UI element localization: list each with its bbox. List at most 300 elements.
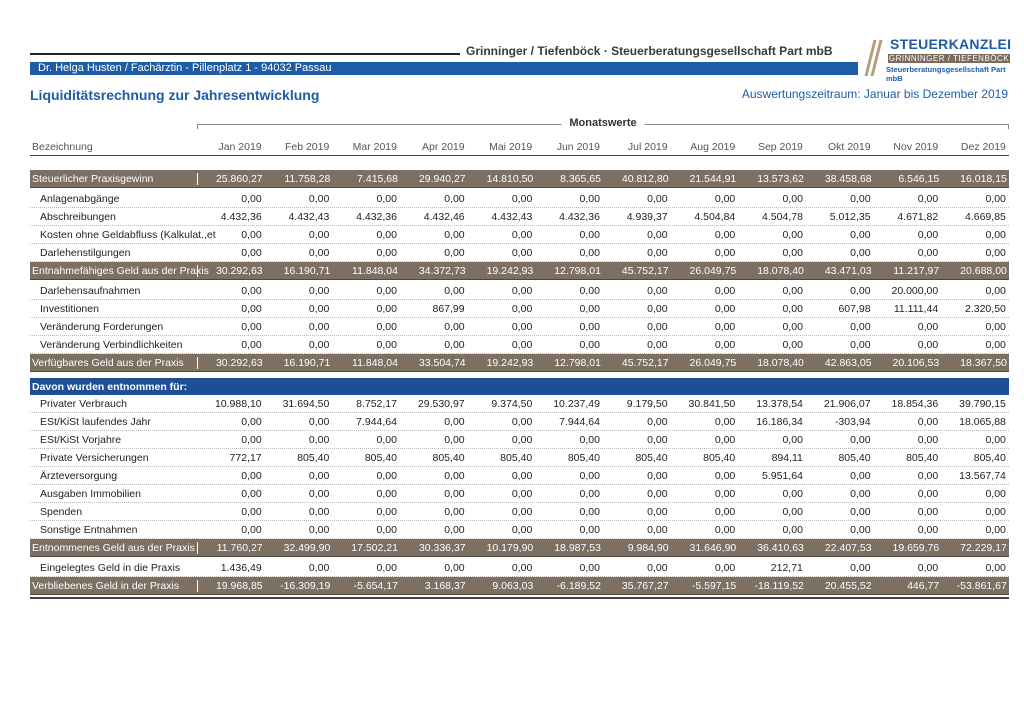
logo-title: STEUERKANZLEI [890,36,1012,52]
value-cell: 0,00 [714,228,736,241]
value-cell: 0,00 [647,338,668,351]
value-cell: 0,00 [917,505,939,518]
value-cell: 0,00 [376,320,397,333]
value-cell: 0,00 [985,487,1006,500]
value-cell: 0,00 [308,487,330,500]
value-cell: 0,00 [850,246,871,259]
value-cell: 0,00 [241,505,262,518]
value-cell: 0,00 [376,523,397,536]
value-cell: 18.078,40 [757,264,804,277]
value-cell: 0,00 [782,433,803,446]
table-row [30,467,1009,485]
value-cell: 0,00 [782,228,803,241]
value-cell: 21.544,91 [689,172,737,185]
value-cell: 0,00 [444,487,465,500]
value-cell: 0,00 [241,415,262,428]
value-cell: 0,00 [714,523,736,536]
value-cell: 0,00 [444,246,465,259]
total-row [30,170,1009,188]
value-cell: 0,00 [647,192,668,205]
liquidity-table [30,138,1009,599]
column-header-month: Dez 2019 [960,140,1006,153]
header-rule [30,53,460,55]
value-cell: 0,00 [241,487,262,500]
value-cell: 0,00 [376,228,397,241]
value-cell: 0,00 [376,561,397,574]
logo-slashes-icon [866,40,882,76]
value-cell: 0,00 [782,487,803,500]
value-cell: 0,00 [511,505,533,518]
value-cell: 0,00 [241,433,262,446]
value-cell: 0,00 [308,561,330,574]
value-cell: 0,00 [241,246,262,259]
value-cell: 45.752,17 [621,264,669,277]
table-row [30,485,1009,503]
column-header-month: Apr 2019 [422,140,465,153]
value-cell: 0,00 [647,246,668,259]
value-cell: 0,00 [579,469,600,482]
value-cell: 0,00 [444,433,465,446]
value-cell: 34.372,73 [418,264,466,277]
value-cell: 0,00 [850,320,871,333]
value-cell: 13.378,54 [756,397,803,410]
value-cell: -53.861,67 [956,579,1007,592]
value-cell: 9.984,90 [627,541,669,554]
value-cell: 4.432,43 [491,210,533,223]
value-cell: 4.432,36 [220,210,262,223]
value-cell: 11.848,04 [352,264,398,277]
value-cell: 4.432,36 [356,210,397,223]
value-cell: 4.432,43 [288,210,330,223]
value-cell: 0,00 [511,433,533,446]
table-row [30,300,1009,318]
value-cell: 0,00 [511,228,533,241]
column-header-month: Jul 2019 [627,140,668,153]
value-cell: 0,00 [782,284,803,297]
value-cell: 805,40 [500,451,533,464]
value-cell: 0,00 [917,561,939,574]
row-label: Entnommenes Geld aus der Praxis [32,541,195,554]
total-row [30,577,1009,595]
value-cell: 0,00 [917,415,939,428]
row-label: Ärzteversorgung [40,469,118,482]
value-cell: 38.458,68 [824,172,872,185]
value-cell: -303,94 [834,415,871,428]
value-cell: -5.597,15 [691,579,737,592]
value-cell: 72.229,17 [960,541,1007,554]
value-cell: 0,00 [376,338,397,351]
value-cell: 11.217,97 [893,264,940,277]
row-label: Veränderung Forderungen [40,320,164,333]
column-header-month: Feb 2019 [284,140,330,153]
value-cell: 0,00 [376,246,397,259]
value-cell: 11.758,28 [284,172,331,185]
value-cell: 0,00 [376,433,397,446]
value-cell: 0,00 [579,561,600,574]
value-cell: 805,40 [567,451,600,464]
value-cell: 0,00 [241,284,262,297]
value-cell: 32.499,90 [283,541,331,554]
value-cell: 0,00 [850,284,871,297]
table-row [30,413,1009,431]
value-cell: 8.752,17 [356,397,397,410]
value-cell: 16.018,15 [960,172,1007,185]
value-cell: 0,00 [985,284,1006,297]
table-header-row [30,138,1009,156]
value-cell: 0,00 [647,433,668,446]
value-cell: 0,00 [850,505,871,518]
value-cell: 29.530,97 [417,397,465,410]
value-cell: 0,00 [308,302,330,315]
value-cell: 0,00 [511,469,533,482]
value-cell: 0,00 [308,523,330,536]
value-cell: 805,40 [838,451,871,464]
value-cell: 21.906,07 [823,397,871,410]
value-cell: 0,00 [985,505,1006,518]
table-row [30,449,1009,467]
value-cell: 446,77 [907,579,940,592]
section-header-row [30,378,1009,395]
value-cell: 0,00 [579,523,600,536]
value-cell: 30.292,63 [215,264,263,277]
row-label: Darlehenstilgungen [40,246,131,259]
value-cell: 30.336,37 [418,541,466,554]
value-cell: 0,00 [647,469,668,482]
table-spacer [30,156,1009,170]
value-cell: 0,00 [241,338,262,351]
value-cell: 25.860,27 [215,172,263,185]
table-row [30,282,1009,300]
value-cell: 19.242,93 [486,264,534,277]
row-label: Darlehensaufnahmen [40,284,141,297]
value-cell: 0,00 [714,302,736,315]
column-header-month: Jan 2019 [218,140,262,153]
value-cell: 0,00 [579,487,600,500]
value-cell: 0,00 [579,192,600,205]
value-cell: 0,00 [511,246,533,259]
column-header-month: Nov 2019 [893,140,939,153]
value-cell: 43.471,03 [824,264,872,277]
column-header-month: Mar 2019 [352,140,397,153]
value-cell: 0,00 [782,320,803,333]
row-label: Spenden [40,505,83,518]
value-cell: 8.365,65 [560,172,601,185]
value-cell: 30.841,50 [688,397,736,410]
value-cell: 11.760,27 [216,541,263,554]
value-cell: 0,00 [579,433,600,446]
value-cell: 4.671,82 [897,210,939,223]
value-cell: 40.812,80 [621,172,669,185]
value-cell: 0,00 [647,302,668,315]
value-cell: 0,00 [579,505,600,518]
value-cell: 0,00 [917,338,939,351]
value-cell: 0,00 [850,469,871,482]
value-cell: 0,00 [444,338,465,351]
value-cell: 1.436,49 [220,561,262,574]
column-header-month: Sep 2019 [757,140,803,153]
value-cell: 0,00 [241,320,262,333]
value-cell: 805,40 [703,451,736,464]
value-cell: 212,71 [770,561,803,574]
row-label: Eingelegtes Geld in die Praxis [40,561,181,574]
value-cell: 0,00 [241,192,262,205]
value-cell: 0,00 [511,561,533,574]
value-cell: 0,00 [376,505,397,518]
value-cell: 0,00 [985,192,1006,205]
value-cell: 31.646,90 [689,541,737,554]
value-cell: 0,00 [579,246,600,259]
value-cell: 0,00 [782,192,803,205]
value-cell: 11.848,04 [352,356,398,369]
row-label: Kosten ohne Geldabfluss (Kalkulat.,et [40,228,216,241]
value-cell: 0,00 [850,338,871,351]
value-cell: 7.415,68 [357,172,398,185]
value-cell: 0,00 [714,505,736,518]
value-cell: 0,00 [985,338,1006,351]
value-cell: 5.012,35 [829,210,871,223]
value-cell: 0,00 [850,228,871,241]
row-label: Anlagenabgänge [40,192,120,205]
value-cell: 7.944,64 [559,415,600,428]
value-cell: 0,00 [308,415,330,428]
value-cell: 5.951,64 [762,469,803,482]
value-cell: 18.367,50 [960,356,1007,369]
value-cell: 0,00 [782,338,803,351]
value-cell: 20.688,00 [960,264,1007,277]
row-label: Veränderung Verbindlichkeiten [40,338,183,351]
value-cell: 0,00 [714,192,736,205]
value-cell: 0,00 [985,246,1006,259]
value-cell: 0,00 [782,505,803,518]
table-row [30,503,1009,521]
value-cell: 26.049,75 [689,356,737,369]
value-cell: 17.502,21 [351,541,398,554]
value-cell: 4.669,85 [965,210,1006,223]
value-cell: 805,40 [364,451,397,464]
value-cell: 0,00 [511,487,533,500]
value-cell: 18.987,53 [554,541,601,554]
row-label: Privater Verbrauch [40,397,127,410]
value-cell: 18.078,40 [757,356,804,369]
value-cell: 0,00 [376,284,397,297]
value-cell: 30.292,63 [215,356,263,369]
value-cell: 805,40 [432,451,465,464]
monthly-values-group-header [197,117,1009,131]
table-row [30,318,1009,336]
value-cell: 0,00 [647,284,668,297]
value-cell: 0,00 [850,561,871,574]
value-cell: 14.810,50 [486,172,534,185]
value-cell: 0,00 [917,228,939,241]
value-cell: 16.190,71 [283,264,331,277]
value-cell: 0,00 [714,561,736,574]
value-cell: -6.189,52 [556,579,601,592]
client-address-bar: Dr. Helga Husten / Fachärztin - Pillenplatz 1 - 94032 Passau [30,62,858,75]
value-cell: 0,00 [714,433,736,446]
value-cell: 0,00 [444,561,465,574]
row-label: Davon wurden entnommen für: [32,380,188,393]
value-cell: 0,00 [647,320,668,333]
value-cell: 4.504,84 [694,210,736,223]
value-cell: 0,00 [985,320,1006,333]
value-cell: 0,00 [714,284,736,297]
row-label: Abschreibungen [40,210,116,223]
value-cell: 0,00 [241,228,262,241]
value-cell: 0,00 [782,302,803,315]
value-cell: 0,00 [308,505,330,518]
value-cell: 0,00 [647,505,668,518]
value-cell: 0,00 [917,320,939,333]
value-cell: 12.798,01 [554,356,601,369]
value-cell: 0,00 [714,487,736,500]
value-cell: 20.106,53 [892,356,940,369]
value-cell: 0,00 [714,246,736,259]
value-cell: 0,00 [511,284,533,297]
row-label: Verfügbares Geld aus der Praxis [32,356,184,369]
row-label: Steuerlicher Praxisgewinn [32,172,154,185]
value-cell: 805,40 [906,451,939,464]
value-cell: 0,00 [647,523,668,536]
table-row [30,521,1009,539]
value-cell: 10.179,90 [486,541,534,554]
value-cell: 0,00 [444,228,465,241]
value-cell: 772,17 [229,451,262,464]
value-cell: 10.237,49 [553,397,600,410]
value-cell: 0,00 [444,320,465,333]
value-cell: 0,00 [308,192,330,205]
value-cell: 0,00 [241,523,262,536]
value-cell: 0,00 [985,561,1006,574]
value-cell: 18.065,88 [959,415,1006,428]
value-cell: 0,00 [308,433,330,446]
value-cell: 0,00 [579,320,600,333]
value-cell: 0,00 [782,523,803,536]
value-cell: 3.168,37 [424,579,466,592]
report-period: Auswertungszeitraum: Januar bis Dezember 2019 [741,87,1008,101]
value-cell: 36.410,63 [757,541,804,554]
value-cell: 7.944,64 [356,415,397,428]
value-cell: 867,99 [432,302,465,315]
value-cell: 39.790,15 [959,397,1006,410]
value-cell: 9.063,03 [492,579,534,592]
value-cell: 4.432,36 [559,210,600,223]
value-cell: 0,00 [714,415,736,428]
value-cell: 26.049,75 [689,264,737,277]
table-row [30,244,1009,262]
value-cell: 0,00 [308,228,330,241]
value-cell: 0,00 [985,228,1006,241]
value-cell: 0,00 [444,415,465,428]
value-cell: 0,00 [917,523,939,536]
value-cell: 22.407,53 [824,541,872,554]
row-label: Verbliebenes Geld in der Praxis [32,579,180,592]
value-cell: 12.798,01 [554,264,601,277]
value-cell: 0,00 [444,284,465,297]
table-row [30,190,1009,208]
row-label: Investitionen [40,302,99,315]
value-cell: 0,00 [511,302,533,315]
total-row [30,539,1009,557]
value-cell: 0,00 [376,469,397,482]
logo-subtitle: Steuerberatungsgesellschaft Part mbB [886,65,1006,83]
value-cell: 0,00 [444,523,465,536]
value-cell: 0,00 [647,487,668,500]
value-cell: 0,00 [917,192,939,205]
column-header-month: Mai 2019 [489,140,533,153]
value-cell: 0,00 [579,338,600,351]
value-cell: 0,00 [376,192,397,205]
value-cell: 45.752,17 [621,356,669,369]
value-cell: 0,00 [308,320,330,333]
value-cell: 0,00 [917,487,939,500]
value-cell: 0,00 [241,302,262,315]
value-cell: 0,00 [647,228,668,241]
value-cell: 13.573,62 [757,172,804,185]
value-cell: 0,00 [850,487,871,500]
value-cell: 0,00 [444,469,465,482]
value-cell: 42.863,05 [824,356,872,369]
logo [866,36,1012,83]
report-title: Liquiditätsrechnung zur Jahresentwicklung [30,87,320,103]
table-row [30,559,1009,577]
value-cell: 16.190,71 [283,356,331,369]
column-header-month: Aug 2019 [690,140,736,153]
value-cell: 0,00 [511,415,533,428]
value-cell: 10.988,10 [214,397,262,410]
value-cell: 0,00 [308,246,330,259]
column-header-month: Okt 2019 [827,140,871,153]
value-cell: 0,00 [579,228,600,241]
row-label: Ausgaben Immobilien [40,487,141,500]
value-cell: 805,40 [297,451,330,464]
value-cell: 16.186,34 [756,415,803,428]
value-cell: 0,00 [511,523,533,536]
table-row [30,395,1009,413]
value-cell: 0,00 [376,302,397,315]
value-cell: 2.320,50 [965,302,1006,315]
row-label: ESt/KiSt Vorjahre [40,433,122,446]
value-cell: 0,00 [917,433,939,446]
value-cell: 607,98 [838,302,871,315]
value-cell: 0,00 [241,469,262,482]
row-label: Private Versicherungen [40,451,149,464]
value-cell: 0,00 [985,433,1006,446]
value-cell: 894,11 [771,451,803,464]
value-cell: 0,00 [714,320,736,333]
value-cell: 0,00 [308,338,330,351]
value-cell: 0,00 [308,284,330,297]
value-cell: 805,40 [635,451,668,464]
value-cell: 0,00 [511,320,533,333]
value-cell: 19.242,93 [486,356,534,369]
value-cell: 4.432,46 [423,210,465,223]
value-cell: -5.654,17 [353,579,398,592]
value-cell: 0,00 [850,523,871,536]
value-cell: 0,00 [444,505,465,518]
monthly-values-label: Monatswerte [561,117,644,129]
total-row [30,262,1009,280]
value-cell: 0,00 [850,433,871,446]
value-cell: 0,00 [714,338,736,351]
value-cell: 0,00 [511,338,533,351]
value-cell: 0,00 [579,284,600,297]
value-cell: 6.546,15 [898,172,940,185]
value-cell: -18.119,52 [754,579,804,592]
value-cell: 0,00 [850,192,871,205]
column-header-label: Bezeichnung [32,140,93,153]
value-cell: 0,00 [444,192,465,205]
value-cell: 0,00 [579,302,600,315]
